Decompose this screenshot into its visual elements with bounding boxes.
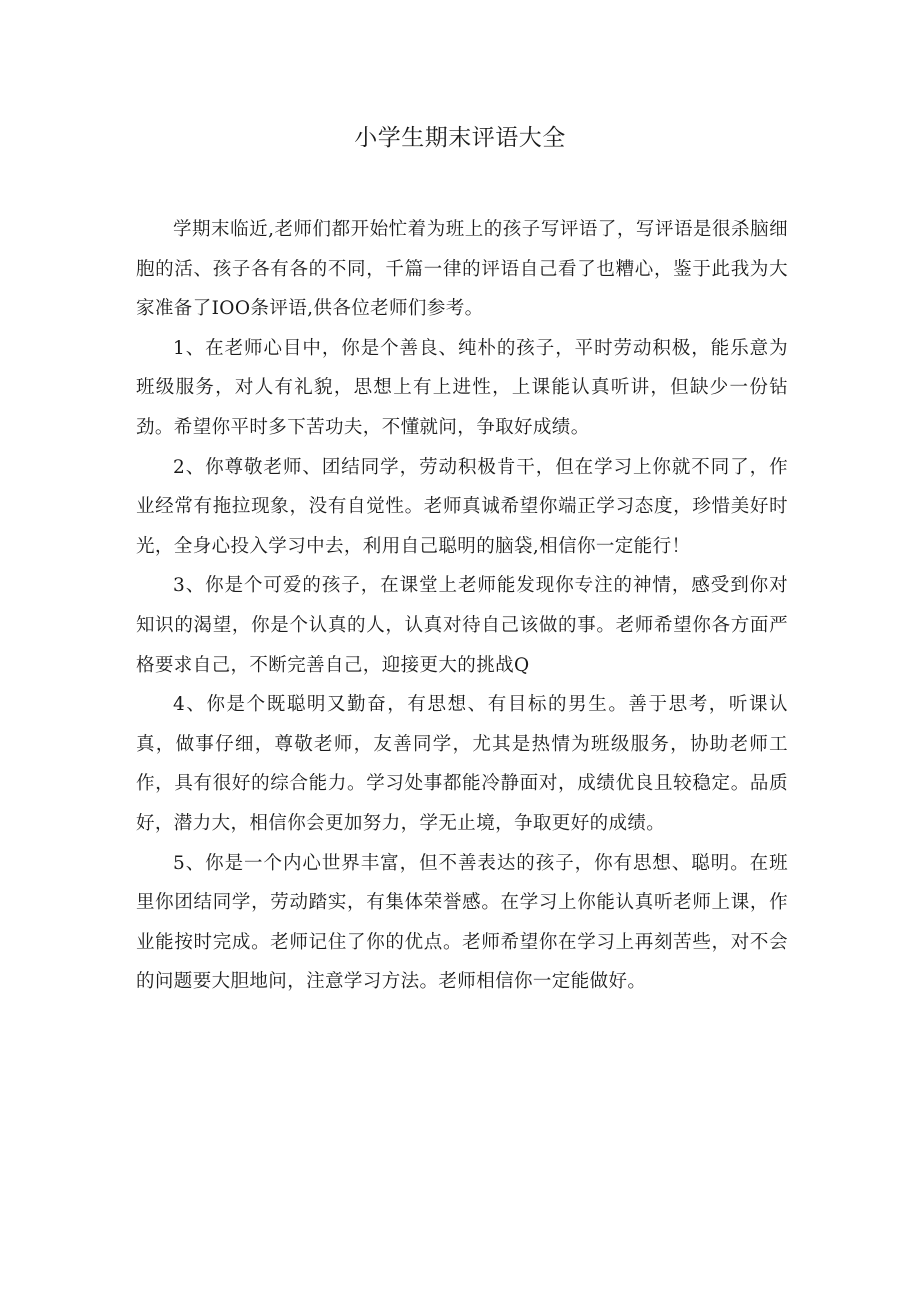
intro-paragraph: 学期末临近,老师们都开始忙着为班上的孩子写评语了，写评语是很杀脑细胞的活、孩子各有各的不同，千篇一律的评语自己看了也糟心，鉴于此我为大家准备了IOO条评语,供各位老师们参考。	[136, 219, 788, 320]
comment-paragraph-1: 1、在老师心目中，你是个善良、纯朴的孩子，平时劳动积极，能乐意为班级服务，对人有礼貌，思想上有上进性，上课能认真听讲，但缺少一份钻劲。希望你平时多下苦功夫，不懂就问，争取好成绩。	[136, 337, 788, 438]
comment-paragraph-2: 2、你尊敬老师、团结同学，劳动积极肯干，但在学习上你就不同了，作业经常有拖拉现象，没有自觉性。老师真诚希望你端正学习态度，珍惜美好时光，全身心投入学习中去，利用自己聪明的脑袋,相信你一定能行！	[136, 456, 788, 557]
comment-paragraph-5: 5、你是一个内心世界丰富，但不善表达的孩子，你有思想、聪明。在班里你团结同学，劳动踏实，有集体荣誉感。在学习上你能认真听老师上课，作业能按时完成。老师记住了你的优点。老师希望你在学习上再刻苦些，对不会的问题要大胆地问，注意学习方法。老师相信你一定能做好。	[136, 852, 788, 993]
comment-paragraph-4: 4、你是个既聪明又勤奋，有思想、有目标的男生。善于思考，听课认真，做事仔细，尊敬老师，友善同学，尤其是热情为班级服务，协助老师工作，具有很好的综合能力。学习处事都能冷静面对，成绩优良且较稳定。品质好，潜力大，相信你会更加努力，学无止境，争取更好的成绩。	[136, 694, 788, 834]
comment-paragraph-3: 3、你是个可爱的孩子，在课堂上老师能发现你专注的神情，感受到你对知识的渴望，你是个认真的人，认真对待自己该做的事。老师希望你各方面严格要求自己，不断完善自己，迎接更大的挑战Q	[136, 575, 788, 676]
document-body	[136, 210, 788, 1002]
document-title: 小学生期末评语大全	[354, 125, 566, 151]
